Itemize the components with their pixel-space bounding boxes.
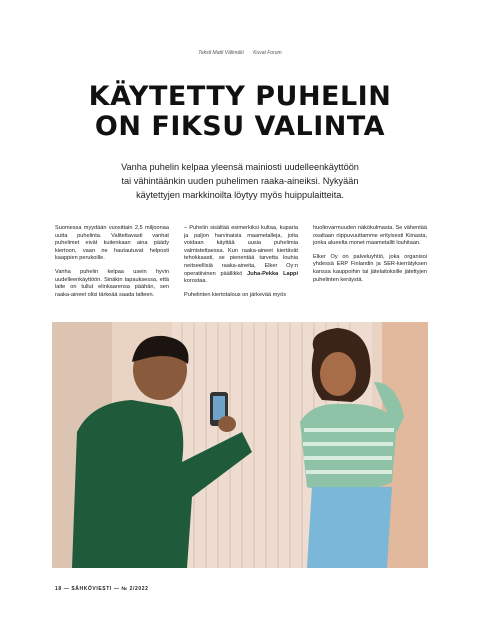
page-footer: 18 — SÄHKÖVIESTI — № 2/2022 [55, 586, 149, 592]
title-line-2: ON FIKSU VALINTA [94, 111, 386, 142]
body-paragraph: Vanha puhelin kelpaa usein hyvin uudelleenkäyttöön. Sinäkin tapauksessa, että laite on tullut elinkaarensa päähän, sen raaka-aineet olisi tärkeää saada talteen. [55, 268, 169, 298]
credit-text: Teksti Matti Välimäki [198, 50, 244, 56]
lead-line-3: käytettyjen markkinoilta löytyy myös huippulaitteita. [136, 190, 344, 200]
article-photo [52, 322, 428, 568]
quote-end: korostaa. [184, 278, 208, 285]
body-paragraph: Elker Oy on palveluyhtiö, joka organisoi yhdessä ERP Finlandin ja SER-kierrätyksen kanssa kauppoihin tai jätelaitoksille jätettyjen puhelinten keräystä. [313, 253, 427, 283]
title-line-1: KÄYTETTY PUHELIN [88, 81, 392, 112]
body-paragraph [184, 225, 298, 286]
body-columns [55, 225, 427, 305]
body-column-2 [184, 225, 298, 305]
lead-line-2: tai vähintäänkin uuden puhelimen raaka-aineiksi. Nykyään [121, 176, 359, 186]
article-title [0, 82, 480, 142]
photo-couple-smartphone-icon [52, 322, 428, 568]
article-credits [0, 50, 480, 56]
body-paragraph: Puhelinten kiertotalous on järkevää myös [184, 291, 286, 298]
credit-photo: Kuvat Forum [253, 50, 282, 56]
person-name: Juha-Pekka Lappi [247, 270, 298, 277]
body-paragraph: huoltovarmuuden näkökulmasta. Se vähentää osaltaan riippuvuuttamme erityisesti Kiinasta, jonka alueelta monet maametallit louhitaan. [313, 225, 427, 247]
body-column-3 [313, 225, 427, 305]
quote-text: – Puhelin sisältää esimerkiksi kultaa, kuparia ja paljon harvinaisia maametalleja, joita voidaan käyttää uusia puhelimia valmistettaessa. Kun raaka-aineet kiertävät tehokkaasti, se pienentää tarvetta louhia neitseellisiä raaka-aineita, Elker Oy:n operatiivinen päällikkö [184, 225, 298, 277]
body-column-1 [55, 225, 169, 305]
body-paragraph: Suomessa myydään vuosittain 2,5 miljoonaa uutta puhelinta. Valitettavasti vanhat puhelimet eivät kuitenkaan aina päädy kiertoon, vaan ne hautautuvat helposti kaappien perukoille. [55, 225, 169, 262]
lead-line-1: Vanha puhelin kelpaa yleensä mainiosti uudelleenkäyttöön [121, 162, 359, 172]
lead-paragraph [110, 160, 370, 202]
